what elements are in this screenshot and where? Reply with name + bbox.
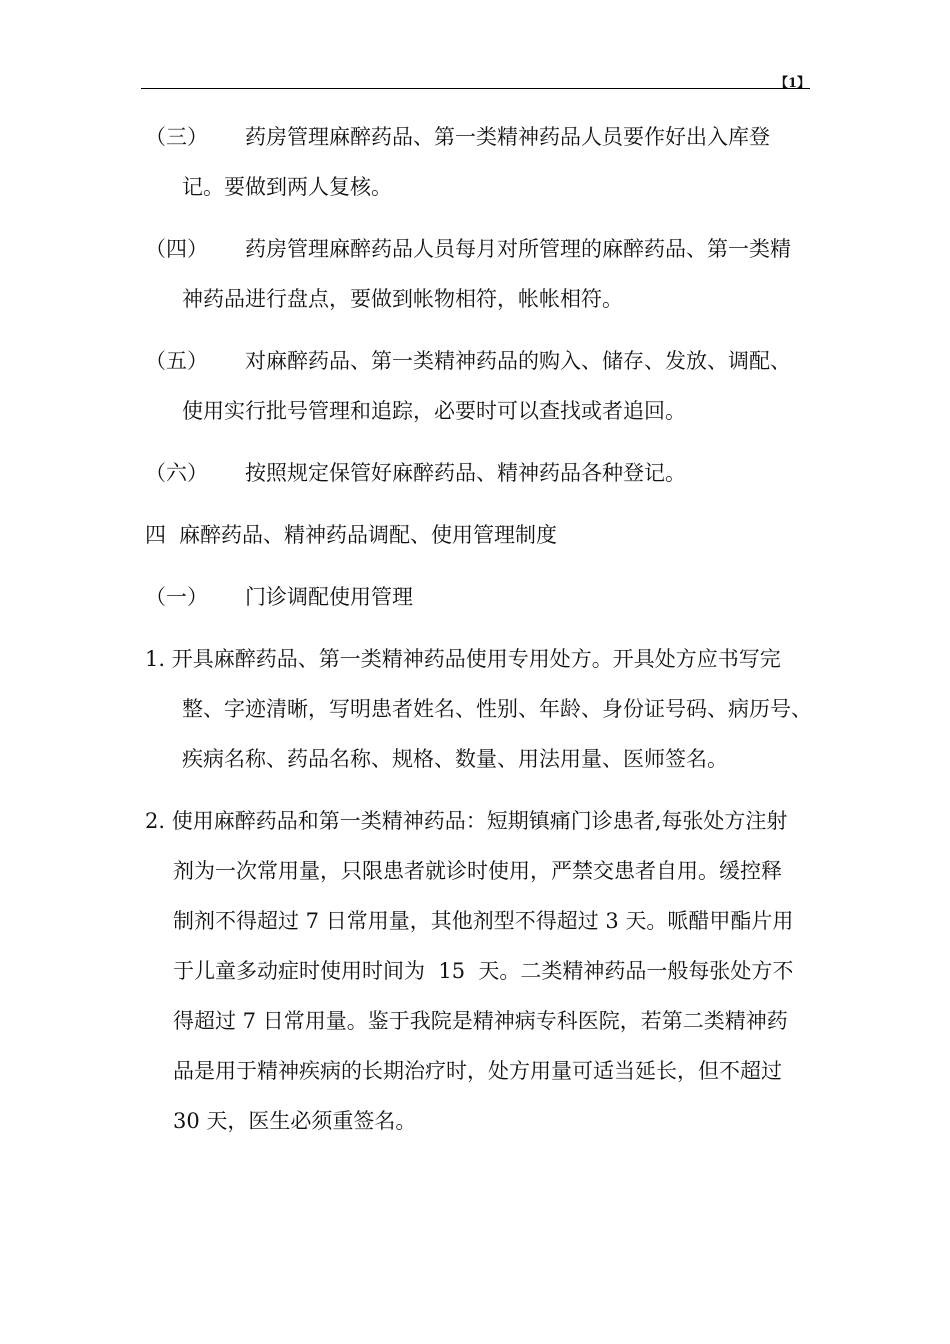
section-5-line2: 使用实行批号管理和追踪，必要时可以查找或者追回。 xyxy=(182,399,686,423)
sub-heading-1-line xyxy=(145,572,825,622)
section-5 xyxy=(145,336,825,436)
sub-heading-1-marker: （一） xyxy=(145,585,208,609)
section-3-line1: 药房管理麻醉药品、第一类精神药品人员要作好出入库登 xyxy=(245,125,770,149)
section-4-first-line xyxy=(145,224,825,274)
heading-4-title: 麻醉药品、精神药品调配、使用管理制度 xyxy=(179,523,557,547)
section-6-marker: （六） xyxy=(145,461,208,485)
item-2-line2: 剂为一次常用量，只限患者就诊时使用，严禁交患者自用。缓控释 xyxy=(173,859,782,883)
item-2 xyxy=(145,796,825,1146)
item-2-line6: 品是用于精神疾病的长期治疗时，处方用量可适当延长，但不超过 xyxy=(173,1059,782,1083)
section-6-first-line xyxy=(145,448,825,498)
item-2-line1: 使用麻醉药品和第一类精神药品：短期镇痛门诊患者,每张处方注射 xyxy=(171,809,788,833)
section-6 xyxy=(145,448,825,498)
item-1-first-line xyxy=(145,634,825,684)
item-1-number: 1. xyxy=(145,647,166,671)
section-4 xyxy=(145,224,825,324)
section-3-first-line xyxy=(145,112,825,162)
section-4-line1: 药房管理麻醉药品人员每月对所管理的麻醉药品、第一类精 xyxy=(245,237,791,261)
section-3 xyxy=(145,112,825,212)
section-3-marker: （三） xyxy=(145,125,208,149)
heading-4-number: 四 xyxy=(145,523,166,547)
page-number: 【1】 xyxy=(774,76,810,91)
section-5-first-line xyxy=(145,336,825,386)
item-1-line2: 整、字迹清晰，写明患者姓名、性别、年龄、身份证号码、病历号、 xyxy=(182,697,812,721)
item-2-line5: 得超过 7 日常用量。鉴于我院是精神病专科医院，若第二类精神药 xyxy=(173,1009,788,1033)
item-1-line1: 开具麻醉药品、第一类精神药品使用专用处方。开具处方应书写完 xyxy=(171,647,781,671)
section-3-line2: 记。要做到两人复核。 xyxy=(182,175,392,199)
item-2-number: 2. xyxy=(145,809,166,833)
item-2-line7: 30 天，医生必须重签名。 xyxy=(173,1109,417,1133)
sub-heading-1-title: 门诊调配使用管理 xyxy=(245,585,413,609)
section-6-line1: 按照规定保管好麻醉药品、精神药品各种登记。 xyxy=(245,461,686,485)
item-1 xyxy=(145,634,825,784)
heading-4 xyxy=(145,510,825,560)
item-2-line4: 于儿童多动症时使用时间为 15 天。二类精神药品一般每张处方不 xyxy=(173,959,794,983)
section-5-marker: （五） xyxy=(145,349,208,373)
sub-heading-1 xyxy=(145,572,825,622)
header-rule xyxy=(141,88,810,89)
document-body xyxy=(145,112,825,1158)
item-2-first-line xyxy=(145,796,825,846)
item-1-line3: 疾病名称、药品名称、规格、数量、用法用量、医师签名。 xyxy=(182,747,728,771)
section-4-marker: （四） xyxy=(145,237,208,261)
item-2-line3: 制剂不得超过 7 日常用量，其他剂型不得超过 3 天。哌醋甲酯片用 xyxy=(173,909,794,933)
section-4-line2: 神药品进行盘点，要做到帐物相符，帐帐相符。 xyxy=(182,287,623,311)
section-5-line1: 对麻醉药品、第一类精神药品的购入、储存、发放、调配、 xyxy=(245,349,791,373)
